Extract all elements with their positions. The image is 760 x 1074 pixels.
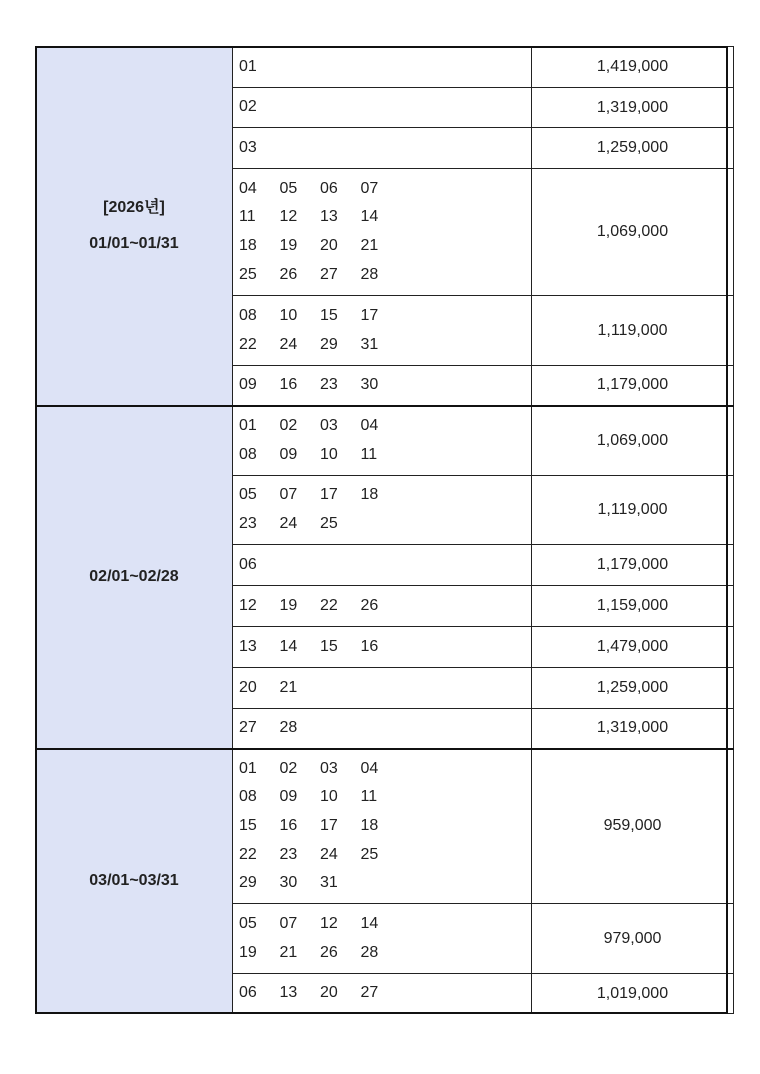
price-cell: 1,419,000 bbox=[532, 47, 734, 88]
period-label: 03/01~03/31 bbox=[89, 872, 179, 890]
date-value: 18 bbox=[239, 237, 257, 254]
date-value: 30 bbox=[279, 874, 298, 892]
date-line bbox=[239, 592, 531, 621]
date-value: 23 bbox=[279, 845, 298, 863]
dates-cell bbox=[233, 668, 532, 709]
year-label: [2026년] bbox=[103, 198, 165, 216]
date-value: 16 bbox=[279, 816, 298, 834]
date-line bbox=[239, 812, 531, 841]
date-line bbox=[239, 261, 531, 290]
price-table bbox=[35, 46, 734, 1014]
date-line bbox=[239, 674, 531, 703]
date-value: 27 bbox=[239, 718, 257, 736]
date-line bbox=[239, 979, 531, 1008]
dates-cell bbox=[233, 586, 532, 627]
date-value: 26 bbox=[360, 596, 379, 614]
date-value: 11 bbox=[360, 788, 378, 806]
date-value: 04 bbox=[360, 417, 379, 435]
date-value: 06 bbox=[239, 984, 257, 1002]
date-value: 14 bbox=[360, 208, 379, 226]
date-value: 22 bbox=[239, 845, 257, 863]
date-value: 12 bbox=[279, 208, 298, 226]
date-line bbox=[239, 510, 531, 539]
date-value: 14 bbox=[360, 914, 379, 932]
date-line bbox=[239, 633, 531, 662]
dates-cell bbox=[233, 366, 532, 406]
date-value: 19 bbox=[279, 237, 298, 254]
date-value: 25 bbox=[239, 265, 257, 283]
date-line bbox=[239, 910, 531, 939]
period-cell bbox=[36, 47, 233, 406]
date-value: 04 bbox=[239, 179, 257, 197]
date-value: 26 bbox=[320, 943, 338, 961]
date-value: 27 bbox=[360, 984, 379, 1002]
date-value: 25 bbox=[360, 845, 379, 863]
price-cell: 1,319,000 bbox=[532, 709, 734, 749]
price-table-body bbox=[36, 47, 734, 1014]
date-value: 01 bbox=[239, 417, 257, 435]
date-value: 29 bbox=[320, 335, 338, 353]
date-value: 21 bbox=[360, 237, 379, 254]
price-cell: 1,179,000 bbox=[532, 366, 734, 406]
price-cell: 1,119,000 bbox=[532, 476, 734, 545]
date-value: 16 bbox=[279, 375, 298, 393]
price-cell: 1,259,000 bbox=[532, 128, 734, 169]
date-value: 23 bbox=[239, 515, 257, 532]
date-value: 17 bbox=[320, 486, 338, 504]
date-line bbox=[239, 302, 531, 331]
dates-cell bbox=[233, 709, 532, 749]
date-value: 15 bbox=[320, 637, 338, 655]
dates-cell bbox=[233, 128, 532, 169]
date-line bbox=[239, 134, 531, 163]
date-value: 30 bbox=[360, 375, 379, 393]
date-value: 11 bbox=[360, 445, 378, 463]
date-value: 07 bbox=[279, 486, 298, 504]
date-value: 14 bbox=[279, 637, 298, 655]
date-line bbox=[239, 331, 531, 360]
date-value: 05 bbox=[239, 486, 257, 504]
period-label: 02/01~02/28 bbox=[89, 568, 179, 585]
date-value: 20 bbox=[320, 984, 338, 1002]
date-line bbox=[239, 841, 531, 870]
date-value: 11 bbox=[239, 208, 256, 226]
date-line bbox=[239, 53, 531, 82]
date-value: 01 bbox=[239, 759, 257, 777]
price-cell: 1,159,000 bbox=[532, 586, 734, 627]
dates-cell bbox=[233, 296, 532, 366]
date-value: 03 bbox=[320, 759, 338, 777]
date-line bbox=[239, 714, 531, 743]
date-value: 02 bbox=[279, 417, 298, 435]
date-value: 24 bbox=[320, 845, 338, 863]
date-value: 13 bbox=[279, 984, 298, 1002]
date-value: 03 bbox=[320, 417, 338, 435]
date-value: 28 bbox=[360, 265, 379, 283]
date-value: 28 bbox=[279, 718, 298, 736]
date-value: 17 bbox=[320, 816, 338, 834]
date-line bbox=[239, 551, 531, 580]
date-line bbox=[239, 869, 531, 898]
table-row bbox=[36, 406, 734, 476]
dates-cell bbox=[233, 88, 532, 128]
period-cell bbox=[36, 749, 233, 1014]
date-value: 15 bbox=[239, 816, 257, 834]
price-cell: 1,319,000 bbox=[532, 88, 734, 128]
date-line bbox=[239, 783, 531, 812]
date-value: 10 bbox=[320, 788, 338, 806]
date-value: 12 bbox=[320, 914, 338, 932]
date-value: 06 bbox=[239, 555, 257, 573]
date-line bbox=[239, 755, 531, 784]
date-value: 08 bbox=[239, 788, 257, 806]
date-value: 23 bbox=[320, 375, 338, 393]
date-value: 12 bbox=[239, 596, 257, 614]
dates-cell bbox=[233, 47, 532, 88]
date-value: 22 bbox=[239, 335, 257, 353]
date-value: 07 bbox=[360, 179, 379, 197]
date-value: 19 bbox=[239, 943, 257, 961]
date-value: 31 bbox=[320, 874, 338, 892]
price-cell: 1,069,000 bbox=[532, 169, 734, 296]
date-value: 28 bbox=[360, 943, 379, 961]
date-value: 07 bbox=[279, 914, 298, 932]
date-value: 03 bbox=[239, 138, 257, 156]
dates-cell bbox=[233, 749, 532, 904]
date-value: 09 bbox=[279, 788, 298, 806]
price-cell: 1,069,000 bbox=[532, 406, 734, 476]
date-value: 20 bbox=[239, 678, 257, 696]
period-cell bbox=[36, 406, 233, 749]
date-value: 02 bbox=[239, 98, 257, 116]
date-value: 10 bbox=[279, 306, 298, 324]
price-cell: 1,259,000 bbox=[532, 668, 734, 709]
price-cell: 1,479,000 bbox=[532, 627, 734, 668]
date-value: 18 bbox=[360, 816, 379, 834]
date-value: 13 bbox=[239, 637, 257, 655]
period-label: 01/01~01/31 bbox=[89, 234, 179, 252]
date-value: 05 bbox=[239, 914, 257, 932]
date-value: 24 bbox=[279, 515, 298, 532]
date-line bbox=[239, 371, 531, 400]
date-value: 26 bbox=[279, 265, 298, 283]
date-line bbox=[239, 175, 531, 204]
date-value: 17 bbox=[360, 306, 379, 324]
price-cell: 1,119,000 bbox=[532, 296, 734, 366]
date-line bbox=[239, 939, 531, 968]
date-value: 27 bbox=[320, 265, 338, 283]
date-line bbox=[239, 232, 531, 261]
date-value: 01 bbox=[239, 57, 257, 75]
dates-cell bbox=[233, 627, 532, 668]
date-value: 19 bbox=[279, 596, 298, 614]
date-value: 15 bbox=[320, 306, 338, 324]
date-value: 09 bbox=[239, 375, 257, 393]
dates-cell bbox=[233, 406, 532, 476]
dates-cell bbox=[233, 169, 532, 296]
dates-cell bbox=[233, 476, 532, 545]
table-row bbox=[36, 749, 734, 904]
date-value: 20 bbox=[320, 237, 338, 254]
date-value: 16 bbox=[360, 637, 379, 655]
date-value: 29 bbox=[239, 874, 257, 892]
price-cell: 979,000 bbox=[532, 904, 734, 974]
date-line bbox=[239, 203, 531, 232]
dates-cell bbox=[233, 545, 532, 586]
date-value: 25 bbox=[320, 515, 338, 532]
date-value: 13 bbox=[320, 208, 338, 226]
date-value: 24 bbox=[279, 335, 298, 353]
dates-cell bbox=[233, 904, 532, 974]
date-value: 05 bbox=[279, 179, 298, 197]
date-value: 18 bbox=[360, 486, 379, 504]
date-value: 09 bbox=[279, 445, 298, 463]
price-cell: 1,019,000 bbox=[532, 974, 734, 1014]
date-value: 21 bbox=[279, 678, 298, 696]
date-value: 31 bbox=[360, 335, 379, 353]
date-value: 06 bbox=[320, 179, 338, 197]
date-value: 08 bbox=[239, 306, 257, 324]
date-value: 08 bbox=[239, 445, 257, 463]
date-line bbox=[239, 481, 531, 510]
date-line bbox=[239, 93, 531, 122]
date-value: 02 bbox=[279, 759, 298, 777]
date-line bbox=[239, 412, 531, 441]
table-row bbox=[36, 47, 734, 88]
dates-cell bbox=[233, 974, 532, 1014]
date-line bbox=[239, 441, 531, 470]
date-value: 22 bbox=[320, 596, 338, 614]
price-cell: 959,000 bbox=[532, 749, 734, 904]
date-value: 10 bbox=[320, 445, 338, 463]
date-value: 04 bbox=[360, 759, 379, 777]
date-value: 21 bbox=[279, 943, 298, 961]
price-cell: 1,179,000 bbox=[532, 545, 734, 586]
